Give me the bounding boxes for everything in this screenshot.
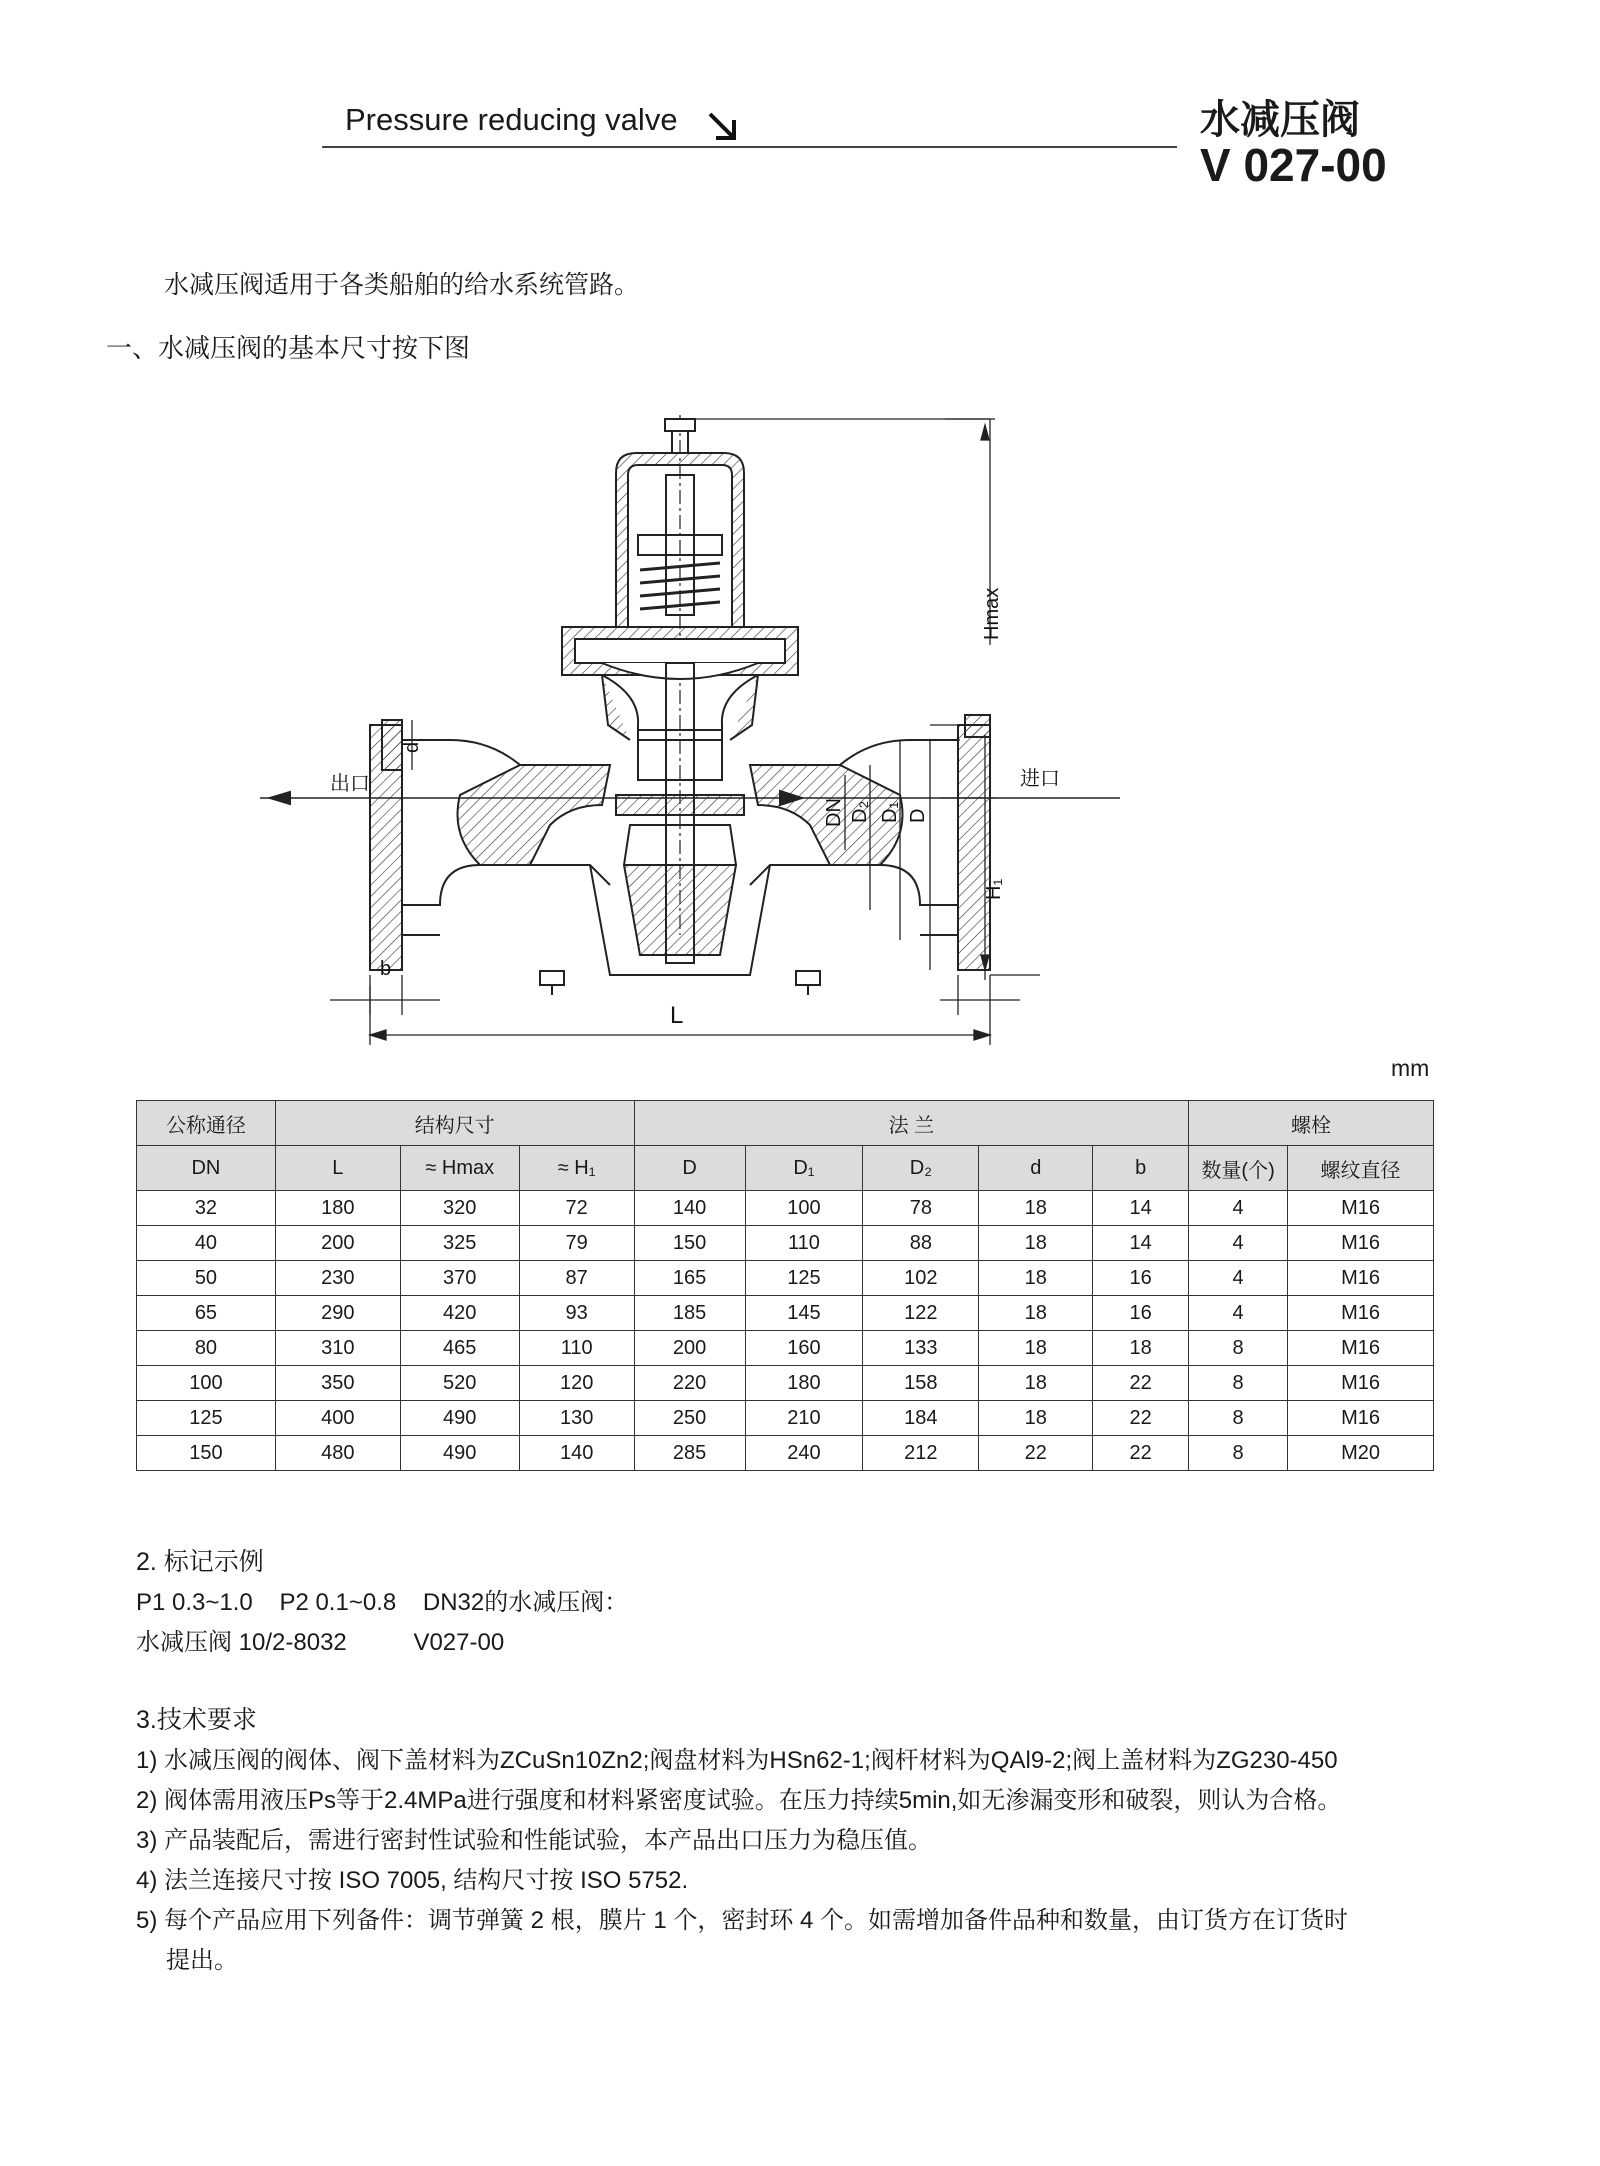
table-cell: 480 bbox=[275, 1436, 400, 1471]
table-cell: 4 bbox=[1189, 1191, 1288, 1226]
table-cell: 110 bbox=[519, 1331, 634, 1366]
table-cell: 14 bbox=[1093, 1191, 1189, 1226]
table-cell: 140 bbox=[634, 1191, 745, 1226]
table-cell: 465 bbox=[400, 1331, 519, 1366]
table-cell: 200 bbox=[275, 1226, 400, 1261]
table-cell: 87 bbox=[519, 1261, 634, 1296]
header-rule bbox=[322, 146, 1177, 148]
marking-example-line2 bbox=[136, 1622, 504, 1657]
table-cell: 200 bbox=[634, 1331, 745, 1366]
table-cell: 4 bbox=[1189, 1296, 1288, 1331]
table-cell: 185 bbox=[634, 1296, 745, 1331]
header-flange: 法 兰 bbox=[634, 1101, 1189, 1146]
unit-label: mm bbox=[1391, 1055, 1430, 1081]
section3-title: 3.技术要求 bbox=[136, 1706, 257, 1734]
label-inlet: 进口 bbox=[1020, 768, 1060, 790]
table-cell: 22 bbox=[1093, 1401, 1189, 1436]
table-cell: 230 bbox=[275, 1261, 400, 1296]
table-cell: 325 bbox=[400, 1226, 519, 1261]
table-row bbox=[137, 1226, 1434, 1261]
table-cell: 8 bbox=[1189, 1331, 1288, 1366]
table-cell: 140 bbox=[519, 1436, 634, 1471]
table-cell: 150 bbox=[137, 1436, 276, 1471]
label-hmax: Hmax bbox=[981, 587, 1003, 640]
table-cell: 120 bbox=[519, 1366, 634, 1401]
table-cell: 184 bbox=[863, 1401, 979, 1436]
table-cell: 212 bbox=[863, 1436, 979, 1471]
col-d1: D₁ bbox=[745, 1146, 863, 1191]
table-cell: 16 bbox=[1093, 1261, 1189, 1296]
table-cell: 40 bbox=[137, 1226, 276, 1261]
table-cell: 8 bbox=[1189, 1401, 1288, 1436]
table-cell: 180 bbox=[275, 1191, 400, 1226]
header-nominal: 公称通径 bbox=[137, 1101, 276, 1146]
table-cell: 32 bbox=[137, 1191, 276, 1226]
table-cell: 290 bbox=[275, 1296, 400, 1331]
table-cell: 320 bbox=[400, 1191, 519, 1226]
table-cell: 310 bbox=[275, 1331, 400, 1366]
table-cell: 16 bbox=[1093, 1296, 1189, 1331]
table-row bbox=[137, 1401, 1434, 1436]
section1-title: 一、水减压阀的基本尺寸按下图 bbox=[106, 333, 471, 363]
marking-p1: P1 0.3~1.0 bbox=[136, 1589, 253, 1616]
requirement-item: 3) 产品装配后，需进行密封性试验和性能试验，本产品出口压力为稳压值。 bbox=[136, 1827, 933, 1854]
table-cell: 145 bbox=[745, 1296, 863, 1331]
table-cell: M16 bbox=[1288, 1331, 1434, 1366]
table-cell: 180 bbox=[745, 1366, 863, 1401]
table-cell: 8 bbox=[1189, 1436, 1288, 1471]
label-l: L bbox=[670, 1002, 684, 1029]
table-cell: 18 bbox=[979, 1366, 1093, 1401]
table-row bbox=[137, 1331, 1434, 1366]
table-cell: 100 bbox=[745, 1191, 863, 1226]
marking-example-line1 bbox=[136, 1582, 628, 1617]
table-cell: 130 bbox=[519, 1401, 634, 1436]
marking-code: V027-00 bbox=[413, 1629, 505, 1656]
header-structure: 结构尺寸 bbox=[275, 1101, 634, 1146]
table-cell: 93 bbox=[519, 1296, 634, 1331]
table-group-header-row bbox=[137, 1101, 1434, 1146]
table-cell: 102 bbox=[863, 1261, 979, 1296]
col-l: L bbox=[275, 1146, 400, 1191]
table-cell: 100 bbox=[137, 1366, 276, 1401]
table-row bbox=[137, 1261, 1434, 1296]
table-cell: 160 bbox=[745, 1331, 863, 1366]
table-cell: 350 bbox=[275, 1366, 400, 1401]
table-cell: 88 bbox=[863, 1226, 979, 1261]
requirement-item: 4) 法兰连接尺寸按 ISO 7005, 结构尺寸按 ISO 5752. bbox=[136, 1867, 689, 1894]
table-cell: 420 bbox=[400, 1296, 519, 1331]
col-d2: D₂ bbox=[863, 1146, 979, 1191]
col-thread: 螺纹直径 bbox=[1288, 1146, 1434, 1191]
table-cell: 250 bbox=[634, 1401, 745, 1436]
marking-dn: DN32的水减压阀： bbox=[422, 1589, 629, 1616]
table-cell: 150 bbox=[634, 1226, 745, 1261]
label-b: b bbox=[380, 958, 392, 980]
table-cell: 18 bbox=[979, 1226, 1093, 1261]
table-cell: 165 bbox=[634, 1261, 745, 1296]
table-row bbox=[137, 1191, 1434, 1226]
table-cell: 220 bbox=[634, 1366, 745, 1401]
table-cell: 50 bbox=[137, 1261, 276, 1296]
table-cell: 22 bbox=[1093, 1366, 1189, 1401]
requirement-item-continuation: 提出。 bbox=[166, 1947, 238, 1974]
label-d2: D₂ bbox=[849, 800, 871, 823]
table-cell: 122 bbox=[863, 1296, 979, 1331]
table-cell: 18 bbox=[979, 1296, 1093, 1331]
table-cell: M16 bbox=[1288, 1296, 1434, 1331]
table-cell: M16 bbox=[1288, 1366, 1434, 1401]
table-cell: 18 bbox=[979, 1261, 1093, 1296]
table-cell: 110 bbox=[745, 1226, 863, 1261]
table-cell: 125 bbox=[745, 1261, 863, 1296]
table-cell: 14 bbox=[1093, 1226, 1189, 1261]
table-cell: 72 bbox=[519, 1191, 634, 1226]
col-dn: DN bbox=[137, 1146, 276, 1191]
requirement-item: 5) 每个产品应用下列备件：调节弹簧 2 根，膜片 1 个，密封环 4 个。如需增加备件品种和数量，由订货方在订货时 bbox=[136, 1907, 1349, 1934]
header-title-cn: 水减压阀 bbox=[1200, 98, 1360, 142]
table-cell: 4 bbox=[1189, 1261, 1288, 1296]
table-cell: 8 bbox=[1189, 1366, 1288, 1401]
table-cell: 65 bbox=[137, 1296, 276, 1331]
table-cell: 285 bbox=[634, 1436, 745, 1471]
table-cell: 79 bbox=[519, 1226, 634, 1261]
valve-drawing bbox=[330, 395, 1120, 1045]
marking-p2: P2 0.1~0.8 bbox=[279, 1589, 397, 1616]
col-d-small: d bbox=[979, 1146, 1093, 1191]
label-h1: H₁ bbox=[983, 878, 1005, 900]
col-h1: ≈ H₁ bbox=[519, 1146, 634, 1191]
header-code: V 027-00 bbox=[1200, 139, 1387, 191]
table-cell: 133 bbox=[863, 1331, 979, 1366]
table-cell: 125 bbox=[137, 1401, 276, 1436]
table-cell: 490 bbox=[400, 1436, 519, 1471]
intro-text: 水减压阀适用于各类船舶的给水系统管路。 bbox=[164, 271, 640, 299]
header-title-en: Pressure reducing valve bbox=[345, 102, 678, 137]
table-cell: M16 bbox=[1288, 1261, 1434, 1296]
table-cell: 4 bbox=[1189, 1226, 1288, 1261]
spec-table bbox=[136, 1100, 1434, 1471]
table-cell: 18 bbox=[1093, 1331, 1189, 1366]
table-cell: 240 bbox=[745, 1436, 863, 1471]
col-d: D bbox=[634, 1146, 745, 1191]
section2-title: 2. 标记示例 bbox=[136, 1548, 264, 1576]
table-cell: M16 bbox=[1288, 1191, 1434, 1226]
table-cell: 370 bbox=[400, 1261, 519, 1296]
table-cell: 520 bbox=[400, 1366, 519, 1401]
table-cell: 490 bbox=[400, 1401, 519, 1436]
label-dn: DN bbox=[823, 798, 845, 827]
table-cell: 22 bbox=[979, 1436, 1093, 1471]
table-cell: 80 bbox=[137, 1331, 276, 1366]
arrow-down-right-icon bbox=[706, 108, 742, 144]
table-body bbox=[137, 1191, 1434, 1471]
table-row bbox=[137, 1296, 1434, 1331]
table-cell: 78 bbox=[863, 1191, 979, 1226]
col-hmax: ≈ Hmax bbox=[400, 1146, 519, 1191]
label-d-small: d bbox=[401, 741, 423, 753]
table-row bbox=[137, 1436, 1434, 1471]
col-b: b bbox=[1093, 1146, 1189, 1191]
table-cell: 22 bbox=[1093, 1436, 1189, 1471]
marking-name: 水减压阀 10/2-8032 bbox=[136, 1629, 347, 1656]
table-cell: M16 bbox=[1288, 1226, 1434, 1261]
table-cell: 158 bbox=[863, 1366, 979, 1401]
table-cell: 18 bbox=[979, 1191, 1093, 1226]
label-d1: D₁ bbox=[879, 801, 901, 823]
requirement-item: 2) 阀体需用液压Ps等于2.4MPa进行强度和材料紧密度试验。在压力持续5min,如无渗漏变形和破裂，则认为合格。 bbox=[136, 1787, 1342, 1814]
table-cell: 400 bbox=[275, 1401, 400, 1436]
table-cell: 18 bbox=[979, 1401, 1093, 1436]
table-column-header-row bbox=[137, 1146, 1434, 1191]
requirement-item: 1) 水减压阀的阀体、阀下盖材料为ZCuSn10Zn2;阀盘材料为HSn62-1;阀杆材料为QAl9-2;阀上盖材料为ZG230-450 bbox=[136, 1747, 1338, 1774]
table-cell: 210 bbox=[745, 1401, 863, 1436]
table-cell: 18 bbox=[979, 1331, 1093, 1366]
header-bolt: 螺栓 bbox=[1189, 1101, 1434, 1146]
col-qty: 数量(个) bbox=[1189, 1146, 1288, 1191]
table-row bbox=[137, 1366, 1434, 1401]
label-outlet: 出口 bbox=[330, 773, 370, 795]
table-cell: M16 bbox=[1288, 1401, 1434, 1436]
label-d: D bbox=[907, 808, 929, 823]
table-cell: M20 bbox=[1288, 1436, 1434, 1471]
